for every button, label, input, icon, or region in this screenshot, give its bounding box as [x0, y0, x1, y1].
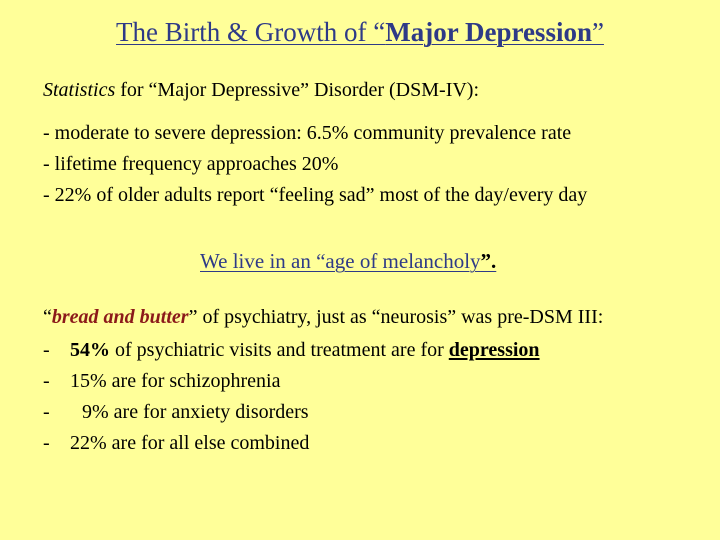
statistics-list [43, 118, 587, 211]
visit-text: 15% are for schizophrenia [70, 370, 281, 392]
visit-text: of psychiatric visits and treatment are for [110, 339, 449, 361]
statistics-heading [43, 77, 479, 103]
indent-spacer [70, 397, 82, 428]
slide-title [0, 14, 720, 50]
statistics-item: - moderate to severe depression: 6.5% community prevalence rate [43, 122, 572, 144]
list-dash: - [43, 401, 50, 423]
statistics-heading-rest: for “Major Depressive” Disorder (DSM-IV): [115, 79, 480, 101]
bread-and-butter-line [43, 303, 603, 331]
visit-text: 9% are for anxiety disorders [82, 401, 309, 423]
title-suffix: ” [591, 17, 604, 47]
melancholy-callout [200, 247, 496, 275]
visit-row-schizophrenia [43, 366, 540, 397]
visit-text: 22% are for all else combined [70, 432, 310, 454]
callout-text: We live in an “age of melancholy [200, 249, 481, 273]
list-dash: - [43, 370, 50, 392]
visit-row-anxiety [43, 397, 540, 428]
statistics-item: - 22% of older adults report “feeling sad” most of the day/every day [43, 184, 588, 206]
list-dash: - [43, 339, 50, 361]
title-bold: Major Depression [385, 17, 592, 47]
visit-row-depression [43, 335, 540, 366]
bread-butter-open-quote: “ [43, 306, 52, 328]
list-dash: - [43, 432, 50, 454]
callout-tail: ”. [480, 249, 497, 273]
statistics-heading-italic: Statistics [43, 79, 116, 101]
visit-percent: 54% [70, 339, 110, 361]
depression-word: depression [448, 339, 540, 361]
statistics-item: - lifetime frequency approaches 20% [43, 153, 339, 175]
bread-butter-phrase: bread and butter [51, 306, 189, 328]
title-prefix: The Birth & Growth of “ [116, 17, 386, 47]
psychiatric-visits-list [43, 335, 540, 459]
visit-row-other [43, 428, 540, 459]
bread-butter-rest: ” of psychiatry, just as “neurosis” was pre-DSM III: [188, 306, 604, 328]
